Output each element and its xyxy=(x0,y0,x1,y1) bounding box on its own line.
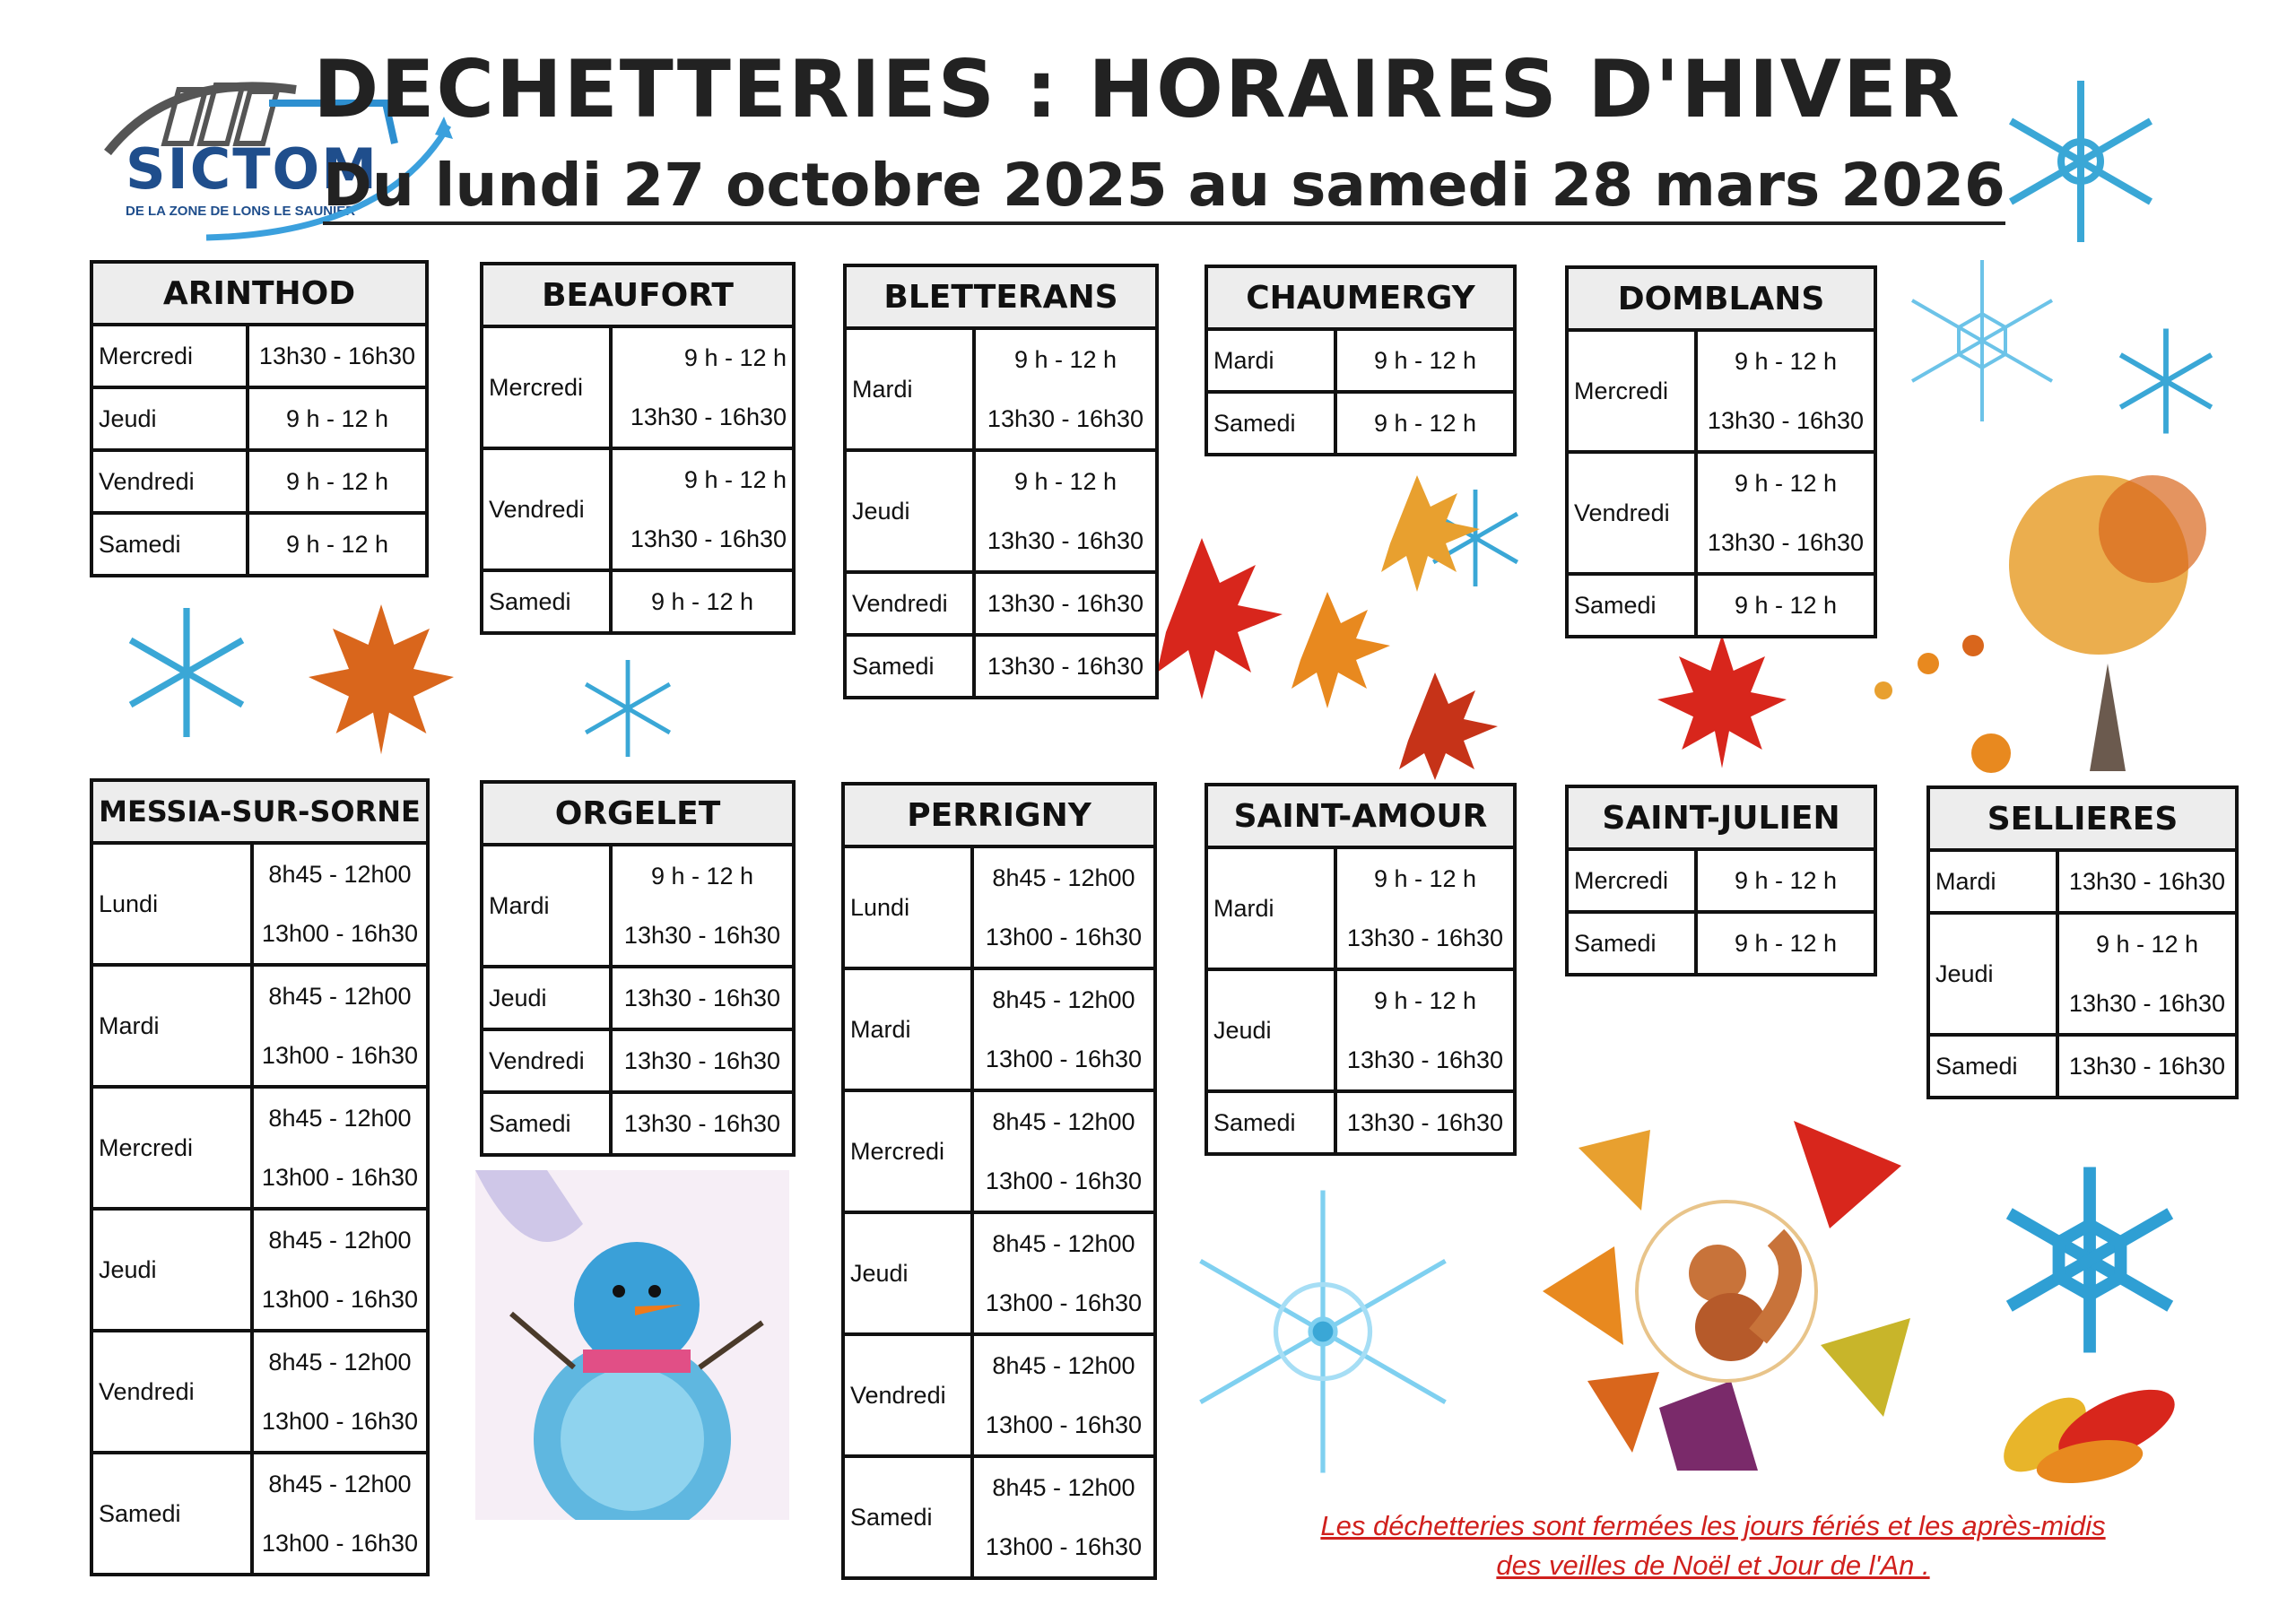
schedule-table xyxy=(841,782,1157,1580)
day-label: Mardi xyxy=(847,330,976,448)
day-label: Vendredi xyxy=(845,1336,974,1454)
time-slot: 8h45 - 12h00 xyxy=(268,982,412,1010)
time-slot: 13h00 - 16h30 xyxy=(261,1285,419,1313)
schedule-row xyxy=(1208,331,1513,390)
time-slot: 9 h - 12 h xyxy=(1734,469,1838,497)
closure-note-line-2: des veilles de Noël et Jour de l'An . xyxy=(1496,1549,1930,1581)
schedule-row xyxy=(1930,911,2235,1033)
day-label: Vendredi xyxy=(483,1031,613,1090)
autumn-tree-icon xyxy=(1848,466,2242,780)
schedule-row xyxy=(845,1454,1153,1576)
time-slot: 8h45 - 12h00 xyxy=(268,860,412,888)
schedule-table xyxy=(1205,783,1517,1156)
schedule-row xyxy=(93,448,425,511)
time-slot: 8h45 - 12h00 xyxy=(992,864,1135,891)
time-slot: 8h45 - 12h00 xyxy=(992,1473,1135,1501)
schedule-row xyxy=(845,1332,1153,1454)
time-slot: 9 h - 12 h xyxy=(1734,866,1838,894)
day-label: Jeudi xyxy=(845,1214,974,1332)
schedule-row xyxy=(1569,332,1874,450)
site-name: MESSIA-SUR-SORNE xyxy=(93,782,426,845)
day-label: Vendredi xyxy=(1569,454,1698,572)
schedule-row xyxy=(1208,849,1513,968)
time-slot: 13h00 - 16h30 xyxy=(261,1163,419,1191)
site-name: BEAUFORT xyxy=(483,265,792,328)
autumn-leaves-icon xyxy=(1148,448,1534,780)
time-slot: 13h30 - 16h30 xyxy=(987,404,1144,432)
time-slot: 8h45 - 12h00 xyxy=(268,1470,412,1497)
schedule-row xyxy=(847,570,1155,633)
time-slot: 13h30 - 16h30 xyxy=(623,984,781,1011)
day-label: Mardi xyxy=(1930,852,2059,911)
schedule-table xyxy=(90,778,430,1576)
time-slot: 9 h - 12 h xyxy=(650,587,754,615)
site-name: SAINT-JULIEN xyxy=(1569,788,1874,851)
schedule-row xyxy=(93,511,425,574)
schedule-row xyxy=(1930,1033,2235,1096)
time-slot: 8h45 - 12h00 xyxy=(268,1226,412,1254)
day-label: Lundi xyxy=(845,848,974,967)
time-slot: 9 h - 12 h xyxy=(285,404,389,432)
schedule-row xyxy=(1208,968,1513,1089)
time-slot: 8h45 - 12h00 xyxy=(992,985,1135,1013)
maple-leaf-icon xyxy=(287,596,475,758)
schedule-table xyxy=(1565,265,1877,638)
schedule-row xyxy=(1569,450,1874,572)
time-slot: 13h30 - 16h30 xyxy=(1346,1046,1504,1073)
day-label: Jeudi xyxy=(483,968,613,1028)
time-slot: 9 h - 12 h xyxy=(1013,467,1118,495)
schedule-table xyxy=(1926,785,2239,1099)
site-name: SELLIERES xyxy=(1930,789,2235,852)
time-slot: 13h30 - 16h30 xyxy=(2068,1052,2226,1080)
site-name: ARINTHOD xyxy=(93,264,425,326)
day-label: Mercredi xyxy=(93,1089,254,1207)
schedule-row xyxy=(93,1451,426,1573)
schedule-row xyxy=(93,1085,426,1207)
day-label: Vendredi xyxy=(93,452,249,511)
time-slot: 13h30 - 16h30 xyxy=(1707,528,1865,556)
snowflake-icon xyxy=(1166,1175,1480,1488)
day-label: Mardi xyxy=(1208,331,1337,390)
time-slot: 13h30 - 16h30 xyxy=(630,403,787,430)
red-leaf-icon xyxy=(1641,628,1803,771)
time-slot: 13h30 - 16h30 xyxy=(987,526,1144,554)
time-slot: 9 h - 12 h xyxy=(1734,929,1838,957)
schedule-row xyxy=(847,633,1155,696)
schedule-table xyxy=(480,262,796,635)
day-label: Mercredi xyxy=(93,326,249,386)
time-slot: 13h00 - 16h30 xyxy=(261,1529,419,1557)
time-slot: 9 h - 12 h xyxy=(1373,986,1477,1014)
day-label: Samedi xyxy=(483,572,613,631)
time-slot: 13h30 - 16h30 xyxy=(623,921,781,949)
snowman-illustration xyxy=(475,1170,789,1520)
schedule-row xyxy=(483,447,792,568)
schedule-row xyxy=(845,848,1153,967)
day-label: Jeudi xyxy=(1208,971,1337,1089)
day-label: Mercredi xyxy=(483,328,613,447)
schedule-row xyxy=(1569,851,1874,910)
time-slot: 8h45 - 12h00 xyxy=(268,1104,412,1132)
squirrel-leaves-illustration xyxy=(1525,1112,1928,1471)
day-label: Jeudi xyxy=(93,1211,254,1329)
time-slot: 13h30 - 16h30 xyxy=(987,589,1144,617)
schedule-row xyxy=(93,386,425,448)
day-label: Mardi xyxy=(93,967,254,1085)
schedule-table xyxy=(1205,265,1517,456)
schedule-row xyxy=(845,1211,1153,1332)
day-label: Vendredi xyxy=(847,574,976,633)
page-subtitle: Du lundi 27 octobre 2025 au samedi 28 mars 2026 xyxy=(0,151,2296,220)
time-slot: 13h30 - 16h30 xyxy=(623,1109,781,1137)
schedule-row xyxy=(93,963,426,1085)
day-label: Mercredi xyxy=(1569,332,1698,450)
schedule-row xyxy=(845,1089,1153,1211)
day-label: Mercredi xyxy=(845,1092,974,1211)
schedule-table xyxy=(480,780,796,1157)
day-label: Samedi xyxy=(93,1454,254,1573)
site-name: SAINT-AMOUR xyxy=(1208,786,1513,849)
time-slot: 9 h - 12 h xyxy=(2095,930,2199,958)
time-slot: 13h00 - 16h30 xyxy=(261,1041,419,1069)
site-name: CHAUMERGY xyxy=(1208,268,1513,331)
page-title: DECHETTERIES : HORAIRES D'HIVER xyxy=(313,43,1961,135)
time-slot: 13h30 - 16h30 xyxy=(1346,924,1504,951)
time-slot: 9 h - 12 h xyxy=(1373,864,1477,892)
time-slot: 9 h - 12 h xyxy=(1734,591,1838,619)
site-name: BLETTERANS xyxy=(847,267,1155,330)
schedule-row xyxy=(1208,390,1513,453)
time-slot: 9 h - 12 h xyxy=(1373,346,1477,374)
schedule-table xyxy=(843,264,1159,699)
day-label: Vendredi xyxy=(93,1332,254,1451)
time-slot: 9 h - 12 h xyxy=(683,343,787,371)
time-slot: 8h45 - 12h00 xyxy=(992,1107,1135,1135)
day-label: Mercredi xyxy=(1569,851,1698,910)
snowflake-icon xyxy=(1982,1157,2197,1363)
schedule-row xyxy=(483,965,792,1028)
time-slot: 9 h - 12 h xyxy=(285,530,389,558)
closure-note xyxy=(1238,1506,2188,1585)
schedule-row xyxy=(1208,1089,1513,1152)
schedule-row xyxy=(1569,572,1874,635)
day-label: Samedi xyxy=(93,515,249,574)
time-slot: 8h45 - 12h00 xyxy=(992,1351,1135,1379)
time-slot: 9 h - 12 h xyxy=(650,862,754,890)
leaves-cluster-icon xyxy=(1982,1354,2197,1497)
site-name: DOMBLANS xyxy=(1569,269,1874,332)
time-slot: 13h00 - 16h30 xyxy=(261,919,419,947)
schedule-table xyxy=(1565,785,1877,976)
snowflake-icon xyxy=(1991,72,2170,251)
time-slot: 13h30 - 16h30 xyxy=(2068,989,2226,1017)
day-label: Samedi xyxy=(483,1094,613,1153)
schedule-table xyxy=(90,260,429,577)
day-label: Samedi xyxy=(1208,1093,1337,1152)
time-slot: 9 h - 12 h xyxy=(285,467,389,495)
day-label: Samedi xyxy=(1208,394,1337,453)
schedule-row xyxy=(847,330,1155,448)
schedule-row xyxy=(1930,852,2235,911)
time-slot: 13h30 - 16h30 xyxy=(2068,867,2226,895)
time-slot: 8h45 - 12h00 xyxy=(992,1229,1135,1257)
schedule-row xyxy=(93,326,425,386)
time-slot: 13h00 - 16h30 xyxy=(985,1167,1143,1194)
schedule-row xyxy=(1569,910,1874,973)
schedule-row xyxy=(847,448,1155,570)
time-slot: 9 h - 12 h xyxy=(1013,345,1118,373)
time-slot: 13h30 - 16h30 xyxy=(1707,406,1865,434)
snowflake-icon xyxy=(106,601,267,744)
time-slot: 13h00 - 16h30 xyxy=(261,1407,419,1435)
day-label: Mardi xyxy=(1208,849,1337,968)
snowflake-icon xyxy=(1892,251,2072,430)
day-label: Samedi xyxy=(1569,576,1698,635)
day-label: Jeudi xyxy=(1930,915,2059,1033)
time-slot: 9 h - 12 h xyxy=(1373,409,1477,437)
site-name: PERRIGNY xyxy=(845,785,1153,848)
schedule-row xyxy=(93,845,426,963)
time-slot: 13h30 - 16h30 xyxy=(630,525,787,552)
day-label: Mardi xyxy=(483,846,613,965)
day-label: Samedi xyxy=(847,637,976,696)
time-slot: 9 h - 12 h xyxy=(683,465,787,493)
site-name: ORGELET xyxy=(483,784,792,846)
time-slot: 13h30 - 16h30 xyxy=(987,652,1144,680)
time-slot: 13h00 - 16h30 xyxy=(985,1532,1143,1560)
time-slot: 13h00 - 16h30 xyxy=(985,1410,1143,1438)
schedule-row xyxy=(93,1329,426,1451)
svg-text:SICTOM: SICTOM xyxy=(126,136,378,202)
day-label: Samedi xyxy=(845,1458,974,1576)
day-label: Jeudi xyxy=(847,452,976,570)
snowflake-icon xyxy=(574,655,682,762)
time-slot: 8h45 - 12h00 xyxy=(268,1348,412,1376)
svg-text:DE LA ZONE DE LONS LE SAUNIER: DE LA ZONE DE LONS LE SAUNIER xyxy=(126,204,356,219)
day-label: Vendredi xyxy=(483,450,613,568)
time-slot: 13h00 - 16h30 xyxy=(985,923,1143,950)
schedule-row xyxy=(483,1028,792,1090)
time-slot: 9 h - 12 h xyxy=(1734,347,1838,375)
closure-note-line-1: Les déchetteries sont fermées les jours fériés et les après-midis xyxy=(1320,1510,2106,1541)
schedule-row xyxy=(483,1090,792,1153)
schedule-row xyxy=(483,568,792,631)
schedule-row xyxy=(483,846,792,965)
time-slot: 13h30 - 16h30 xyxy=(1346,1108,1504,1136)
day-label: Mardi xyxy=(845,970,974,1089)
schedule-row xyxy=(93,1207,426,1329)
time-slot: 13h30 - 16h30 xyxy=(258,342,416,369)
schedule-row xyxy=(845,967,1153,1089)
time-slot: 13h00 - 16h30 xyxy=(985,1289,1143,1316)
time-slot: 13h30 - 16h30 xyxy=(623,1046,781,1074)
time-slot: 13h00 - 16h30 xyxy=(985,1045,1143,1072)
day-label: Jeudi xyxy=(93,389,249,448)
schedule-row xyxy=(483,328,792,447)
day-label: Lundi xyxy=(93,845,254,963)
day-label: Samedi xyxy=(1930,1037,2059,1096)
day-label: Samedi xyxy=(1569,914,1698,973)
snowflake-icon xyxy=(2108,323,2224,439)
